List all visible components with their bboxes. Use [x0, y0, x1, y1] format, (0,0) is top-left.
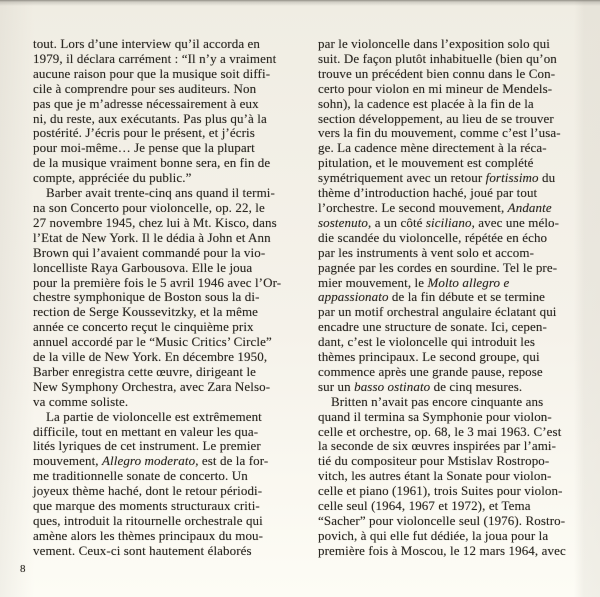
text-line: 27 novembre 1945, chez lui à Mt. Kisco, dans	[33, 214, 277, 230]
text-line: ge. La cadence mène directement à la réca-	[318, 140, 547, 156]
text-line: vitch, les autres étant la Sonate pour violon-	[318, 468, 552, 484]
text-line: postérité. J’écris pour le présent, et j’écris	[33, 125, 255, 141]
text-line: 1979, il déclara carrément : “Il n’y a vraiment	[33, 50, 277, 66]
text-line: rection de Serge Koussevitzky, et la même	[33, 304, 259, 320]
text-line: die scandée du violoncelle, répétée en écho	[318, 229, 548, 245]
text-line: vement. Ceux-ci sont hautement élaborés	[33, 542, 252, 558]
text-line: sostenuto, a un côté siciliano, avec une mélo-	[318, 214, 560, 230]
text-line: appassionato de la fin débute et se termine	[318, 289, 546, 305]
text-line: New Symphony Orchestra, avec Zara Nelso-	[33, 378, 271, 394]
text-line: dant, c’est le violoncelle qui introduit les	[318, 334, 536, 350]
paragraph	[318, 395, 584, 559]
text-line: lités lyriques de cet instrument. Le premier	[33, 438, 261, 454]
text-line: Barber avait trente-cinq ans quand il termi-	[46, 185, 275, 201]
text-line: compte, appréciée du public.”	[33, 170, 192, 186]
text-line: ques, introduit la ritournelle orchestrale qui	[33, 513, 263, 528]
text-line: difficile, tout en mettant en valeur les qua-	[33, 423, 259, 439]
text-line: loncelliste Raya Garbousova. Elle le joua	[33, 259, 253, 275]
text-line: certo pour violon en mi mineur de Mendels-	[318, 80, 553, 96]
text-line: tout. Lors d’une interview qu’il accorda en	[33, 36, 261, 51]
text-line: année ce concerto reçut le cinquième prix	[33, 319, 254, 335]
text-line: aucune raison pour que la musique soit diffi-	[33, 65, 271, 81]
text-line: l’orchestre. Le second mouvement, Andante	[318, 199, 552, 215]
text-line: celle seul (1964, 1967 et 1972), et Tema	[318, 498, 531, 514]
text-line: va comme soliste.	[33, 393, 129, 409]
text-line: celle et piano (1961), trois Suites pour violon-	[318, 483, 563, 499]
text-line: annuel accordé par le “Music Critics’ Circle”	[33, 334, 272, 350]
text-line: commence après une grande pause, repose	[318, 363, 543, 379]
text-line: l’Etat de New York. Il le dédia à John et Ann	[33, 229, 271, 245]
text-line: La partie de violoncelle est extrêmement	[46, 408, 262, 424]
text-line: mouvement, Allegro moderato, est de la for-	[33, 453, 269, 469]
text-line: de la ville de New York. En décembre 1950,	[33, 349, 268, 365]
text-line: povich, à qui elle fut dédiée, la joua pour la	[318, 527, 549, 543]
paragraph	[318, 37, 584, 395]
text-line: sur un basso ostinato de cinq mesures.	[318, 378, 523, 394]
text-line: symétriquement avec un retour fortissimo du	[318, 170, 556, 186]
text-line: que marque des moments structuraux criti-	[33, 498, 260, 514]
text-line: de la musique vraiment bonne sera, en fin de	[33, 155, 271, 171]
text-line: pagnée par les cordes en sourdine. Tel le pre-	[318, 259, 558, 275]
text-line: la seconde de six œuvres inspirées par l’ami-	[318, 438, 557, 454]
text-line: “Sacher” pour violoncelle seul (1976). Rostro-	[318, 513, 566, 528]
text-line: encadre une structure de sonate. Ici, cepen-	[318, 319, 547, 335]
text-line: par le violoncelle dans l’exposition solo qui	[318, 36, 550, 51]
text-line: par un motif orchestral angulaire éclatant qui	[318, 304, 557, 320]
text-line: pitulation, et le mouvement est complété	[318, 155, 534, 171]
text-line: Barber enregistra cette œuvre, dirigeant le	[33, 363, 257, 379]
text-line: Britten n’avait pas encore cinquante ans	[331, 393, 544, 409]
text-line: na son Concerto pour violoncelle, op. 22, le	[33, 199, 265, 215]
text-line: section développement, au lieu de se trouver	[318, 110, 554, 126]
text-line: quand il termina sa Symphonie pour violon-	[318, 408, 552, 424]
text-line: suit. De façon plutôt inhabituelle (bien qu’on	[318, 50, 557, 66]
text-line: trouve un précédent bien connu dans le Con-	[318, 65, 556, 81]
paragraph	[33, 410, 305, 559]
text-line: celle et orchestre, op. 68, le 3 mai 1963. C’est	[318, 423, 562, 439]
text-line: pas que je m’adresse nécessairement à eux	[33, 95, 259, 111]
text-line: pour moi-même… Je pense que la plupart	[33, 140, 255, 156]
text-line: thème d’introduction haché, joué par tout	[318, 185, 538, 201]
text-line: mier mouvement, le Molto allegro e	[318, 274, 510, 290]
text-line: par les instruments à vent solo et accom-	[318, 244, 535, 260]
text-column-left	[33, 37, 305, 559]
text-line: me traditionnelle sonate de concerto. Un	[33, 468, 248, 484]
text-line: ni, du reste, aux exécutants. Pas plus qu’à la	[33, 110, 267, 126]
text-line: thèmes principaux. Le second groupe, qui	[318, 349, 540, 365]
text-line: première fois à Moscou, le 12 mars 1964, avec	[318, 542, 566, 558]
page-number: 8	[20, 563, 26, 575]
text-column-right	[318, 37, 584, 559]
text-line: joyeux thème haché, dont le retour périodi-	[33, 483, 263, 499]
text-line: chestre symphonique de Boston sous la di-	[33, 289, 260, 305]
text-line: cile à comprendre pour ses auditeurs. Non	[33, 80, 257, 96]
text-line: Brown qui l’avaient commandé pour la vio-	[33, 244, 266, 260]
text-line: pour la première fois le 5 avril 1946 avec l’Or-	[33, 274, 282, 290]
text-line: vers la fin du mouvement, comme c’est l’usa-	[318, 125, 561, 141]
paragraph	[33, 186, 305, 410]
paragraph	[33, 37, 305, 186]
text-line: sohn), la cadence est placée à la fin de la	[318, 95, 534, 111]
text-line: amène alors les thèmes principaux du mou-	[33, 527, 264, 543]
text-line: tié du compositeur pour Mstislav Rostropo-	[318, 453, 550, 469]
